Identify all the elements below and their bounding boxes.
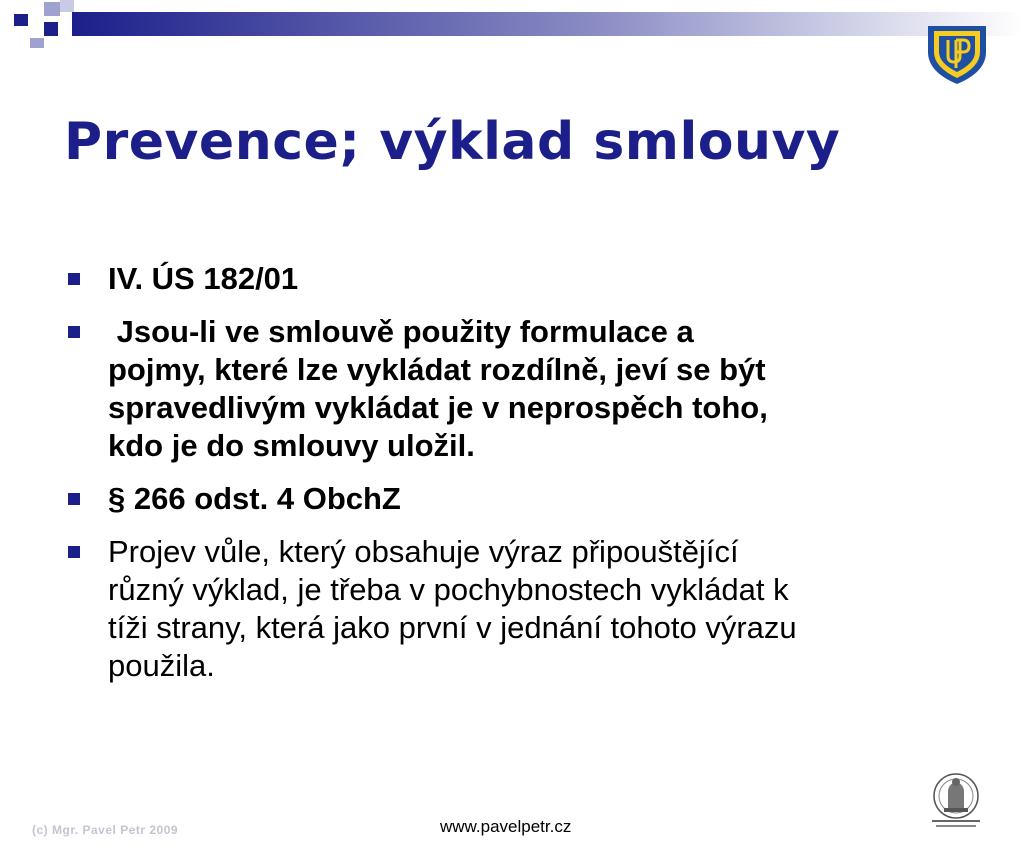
bullet-line: spravedlivým vykládat je v neprospěch toho, (108, 390, 768, 425)
header-decoration (0, 0, 1023, 48)
upol-shield-logo (922, 22, 992, 86)
website-link[interactable]: www.pavelpetr.cz (440, 817, 572, 836)
bullet-line: použila. (108, 648, 215, 683)
university-seal-logo (918, 770, 994, 832)
bullet-item (68, 480, 968, 518)
bullet-line: Jsou-li ve smlouvě použity formulace a (108, 314, 694, 349)
bullet-item (68, 313, 968, 465)
bullet-marker-icon (68, 493, 80, 505)
bullet-line: tíži strany, která jako první v jednání tohoto výrazu (108, 610, 797, 645)
bullet-marker-icon (68, 273, 80, 285)
bullet-line: kdo je do smlouvy uložil. (108, 428, 475, 463)
copyright-text: (c) Mgr. Pavel Petr 2009 (32, 823, 179, 837)
bullet-line: IV. ÚS 182/01 (108, 261, 299, 296)
bullet-line: Projev vůle, který obsahuje výraz připouštějící (108, 534, 739, 569)
bullet-line: § 266 odst. 4 ObchZ (108, 481, 401, 516)
slide-title: Prevence; výklad smlouvy (64, 112, 841, 172)
bullet-item (68, 260, 968, 298)
bullet-marker-icon (68, 546, 80, 558)
bullet-line: různý výklad, je třeba v pochybnostech vykládat k (108, 572, 789, 607)
bullet-marker-icon (68, 326, 80, 338)
bullet-list (68, 260, 968, 700)
bullet-line: pojmy, které lze vykládat rozdílně, jeví se být (108, 352, 766, 387)
bullet-item (68, 533, 968, 685)
